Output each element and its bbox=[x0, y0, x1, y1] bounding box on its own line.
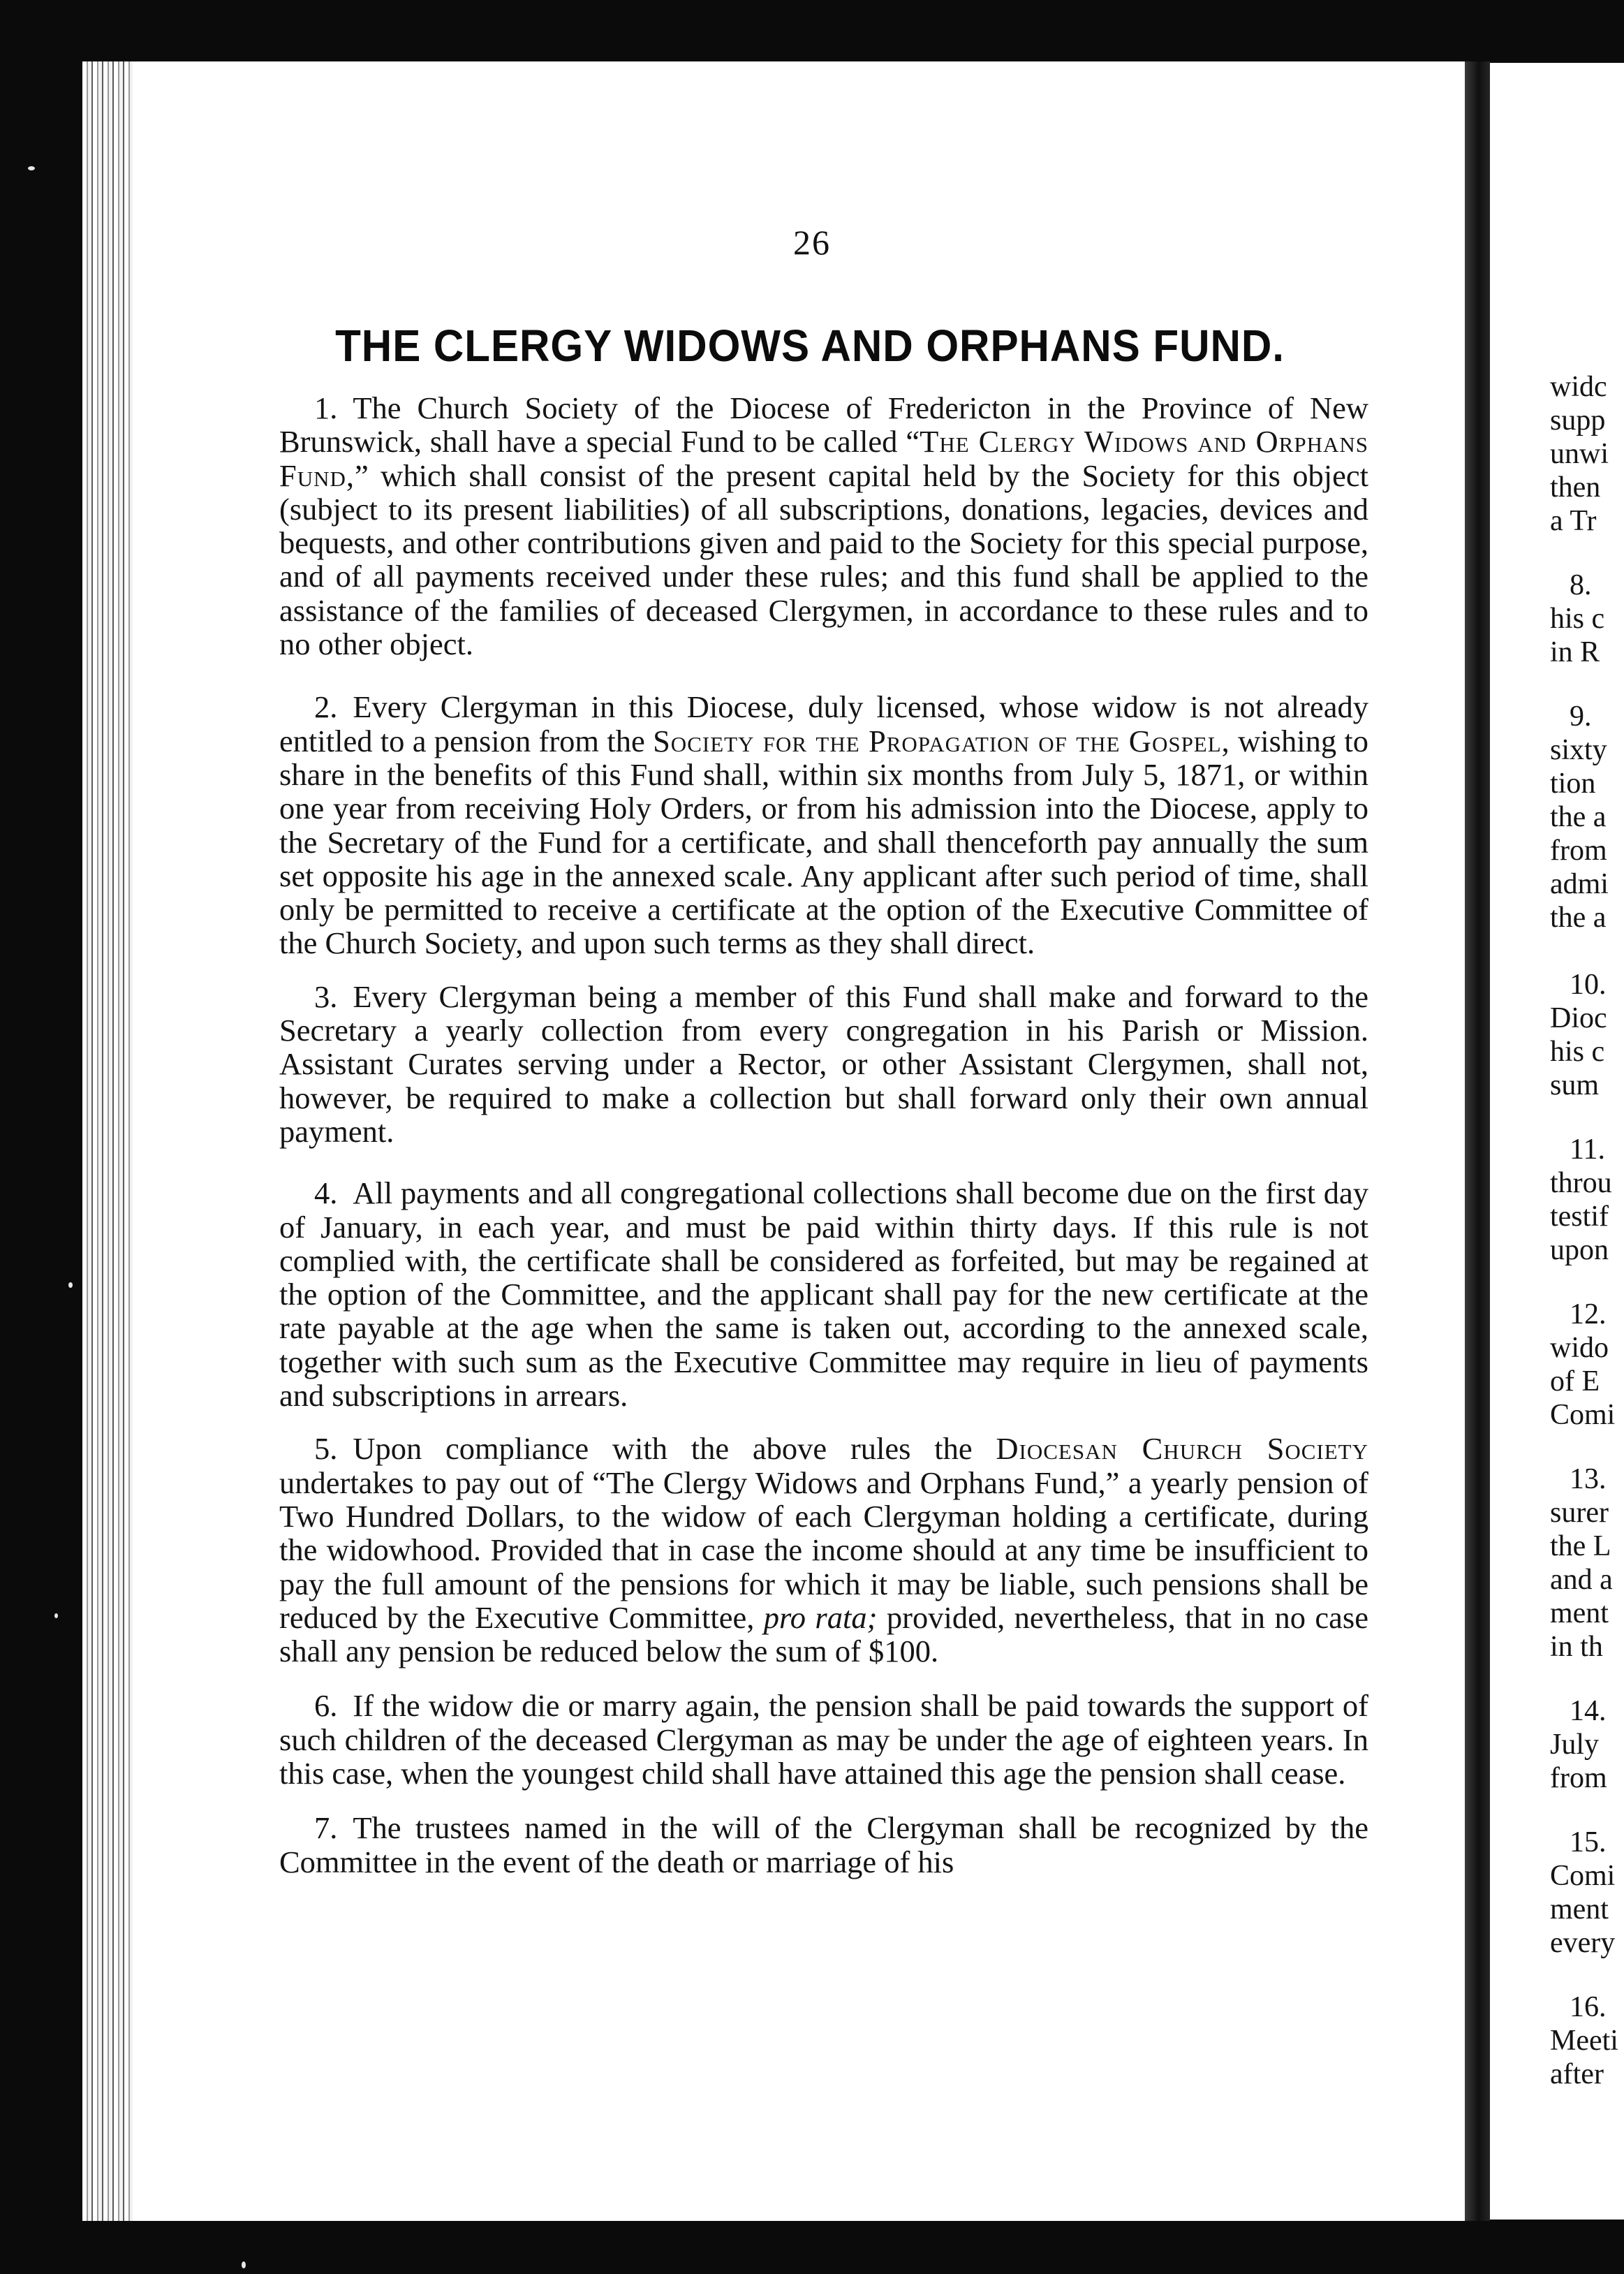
facing-line: ment bbox=[1550, 1893, 1609, 1925]
facing-line: after bbox=[1550, 2058, 1604, 2090]
facing-line: 10. bbox=[1570, 969, 1607, 1001]
facing-line: then bbox=[1550, 471, 1601, 504]
scan-speck bbox=[54, 1613, 58, 1618]
facing-line: 16. bbox=[1570, 1991, 1607, 2023]
society-name: Diocesan Church Society bbox=[996, 1431, 1368, 1467]
facing-line: a Tr bbox=[1550, 505, 1597, 537]
rule-number: 3. bbox=[314, 978, 338, 1014]
facing-line: 13. bbox=[1570, 1463, 1607, 1495]
facing-line: his c bbox=[1550, 1036, 1605, 1068]
facing-line: in th bbox=[1550, 1631, 1603, 1663]
facing-line: July bbox=[1550, 1729, 1600, 1761]
facing-line: sum bbox=[1550, 1069, 1600, 1101]
rule-text: Every Clergyman in this Diocese, duly licensed, whose widow is not already entitled to a pension from the bbox=[279, 689, 1368, 758]
page-title: THE CLERGY WIDOWS AND ORPHANS FUND. bbox=[335, 321, 1285, 371]
rule-number: 1. bbox=[314, 390, 338, 425]
rule-paragraph bbox=[279, 690, 1368, 960]
rule-paragraph bbox=[279, 1811, 1368, 1879]
society-name: Society for the Propagation of the Gospel, bbox=[653, 723, 1230, 758]
facing-line: Dioc bbox=[1550, 1002, 1607, 1034]
rule-text: The Church Society of the Diocese of Fredericton in the Province of New Brunswick, shall have a special Fund to be called “ bbox=[279, 390, 1368, 460]
rule-text: wishing to share in the benefits of this Fund shall, within six months from July 5, 1871, or within one year from receiving Holy Orders, or from his admission into the Diocese, apply to the Secretary of the Fund for a certificate, and shall thenceforth pay annually the sum set opposite his age in the annexed scale. Any applicant after such period of time, shall only be permitted to receive a certificate at the option of the Executive Committee of the Church Society, and upon such terms as they shall direct. bbox=[279, 723, 1369, 961]
rule-text: All payments and all congregational collections shall become due on the first day of January, in each year, and must be paid within thirty days. If this rule is not complied with, the certificate shall be considered as forfeited, but may be regained at the option of the Committee, and the applicant shall pay for the new certificate at the rate payable at the age when the same is taken out, according to the annexed scale, together with such sum as the Executive Committee may require in lieu of payments and subscriptions in arrears. bbox=[279, 1175, 1368, 1414]
page-number: 26 bbox=[793, 223, 831, 262]
facing-line: 11. bbox=[1570, 1134, 1605, 1166]
rule-paragraph bbox=[279, 391, 1368, 661]
rule-text: ” which shall consist of the present capital held by the Society for this object (subject to its present liabilities) of all subscriptions, donations, legacies, devices and bequests, and other contributions given and paid to the Society for this special purpose, and of all payments received under these rules; and this fund shall be applied to the assistance of the families of deceased Clergymen, in accordance to these rules and to no other object. bbox=[279, 457, 1368, 662]
facing-line: ment bbox=[1550, 1597, 1609, 1629]
rule-number: 6. bbox=[314, 1688, 338, 1724]
rule-text: The trustees named in the will of the Clergyman shall be recognized by the Committee in the event of the death or marriage of his bbox=[279, 1810, 1368, 1879]
facing-line: 8. bbox=[1570, 569, 1592, 601]
facing-line: the a bbox=[1550, 902, 1607, 934]
rule-text: provided, nevertheless, that in no case shall any pension be reduced below the sum of $100. bbox=[279, 1599, 1368, 1669]
facing-page bbox=[1490, 63, 1624, 2220]
book-gutter bbox=[1465, 61, 1490, 2221]
rule-text: undertakes to pay out of “The Clergy Widows and Orphans Fund,” a yearly pension of Two Hundred Dollars, to the widow of each Clergyman holding a certificate, during the widowhood. Provided that in case the income should at any time be insufficient to pay the full amount of the pensions for which it may be liable, such pensions shall be reduced by the Executive Committee, bbox=[279, 1465, 1368, 1635]
facing-line: supp bbox=[1550, 404, 1606, 437]
rule-number: 2. bbox=[314, 689, 338, 725]
rule-paragraph bbox=[279, 1176, 1368, 1412]
facing-line: 15. bbox=[1570, 1826, 1607, 1858]
facing-line: the L bbox=[1550, 1530, 1611, 1562]
facing-line: upon bbox=[1550, 1234, 1609, 1266]
scan-speck bbox=[242, 2261, 246, 2268]
rule-text: Every Clergyman being a member of this Fund shall make and forward to the Secretary a yearly collection from every congregation in his Parish or Mission. Assistant Curates serving under a Rector, or other Assistant Clergymen, shall not, however, be required to make a collection but shall forward only their own annual payment. bbox=[279, 978, 1368, 1149]
facing-line: sixty bbox=[1550, 734, 1607, 766]
rules-body bbox=[279, 391, 1368, 1879]
facing-line: of E bbox=[1550, 1365, 1600, 1398]
facing-line: his c bbox=[1550, 603, 1605, 635]
facing-line: from bbox=[1550, 835, 1607, 867]
rule-paragraph bbox=[279, 1432, 1368, 1668]
scan-speck bbox=[28, 166, 35, 170]
facing-line: Meeti bbox=[1550, 2025, 1618, 2057]
rule-number: 5. bbox=[314, 1431, 338, 1467]
facing-line: in R bbox=[1550, 636, 1600, 668]
facing-line: 14. bbox=[1570, 1695, 1607, 1727]
facing-line: 12. bbox=[1570, 1298, 1607, 1330]
facing-line: from bbox=[1550, 1762, 1607, 1794]
facing-line: surer bbox=[1550, 1497, 1609, 1529]
rule-number: 7. bbox=[314, 1810, 338, 1846]
rule-paragraph bbox=[279, 980, 1368, 1148]
facing-line: Comi bbox=[1550, 1860, 1616, 1892]
facing-line: the a bbox=[1550, 801, 1607, 833]
facing-line: Comi bbox=[1550, 1399, 1616, 1431]
rule-paragraph bbox=[279, 1689, 1368, 1790]
rule-text: Upon compliance with the above rules the bbox=[353, 1431, 996, 1467]
facing-line: widc bbox=[1550, 371, 1607, 403]
scan-speck bbox=[68, 1282, 73, 1288]
fund-name: The Clergy Widows and Orphans Fund, bbox=[279, 424, 1368, 493]
facing-line: 9. bbox=[1570, 700, 1592, 733]
facing-line: tion bbox=[1550, 768, 1596, 800]
facing-line: admi bbox=[1550, 868, 1609, 900]
facing-line: unwi bbox=[1550, 438, 1609, 470]
rule-number: 4. bbox=[314, 1175, 338, 1211]
rule-text: If the widow die or marry again, the pension shall be paid towards the support of such children of the deceased Clergyman as may be under the age of eighteen years. In this case, when the youngest child shall have attained this age the pension shall cease. bbox=[279, 1688, 1368, 1791]
facing-line: wido bbox=[1550, 1332, 1609, 1364]
book-page-edges bbox=[82, 61, 138, 2221]
facing-line: every bbox=[1550, 1927, 1616, 1959]
pro-rata-phrase: pro rata; bbox=[763, 1599, 878, 1635]
facing-line: and a bbox=[1550, 1564, 1613, 1596]
facing-line: testif bbox=[1550, 1201, 1609, 1233]
facing-line: throu bbox=[1550, 1167, 1612, 1199]
